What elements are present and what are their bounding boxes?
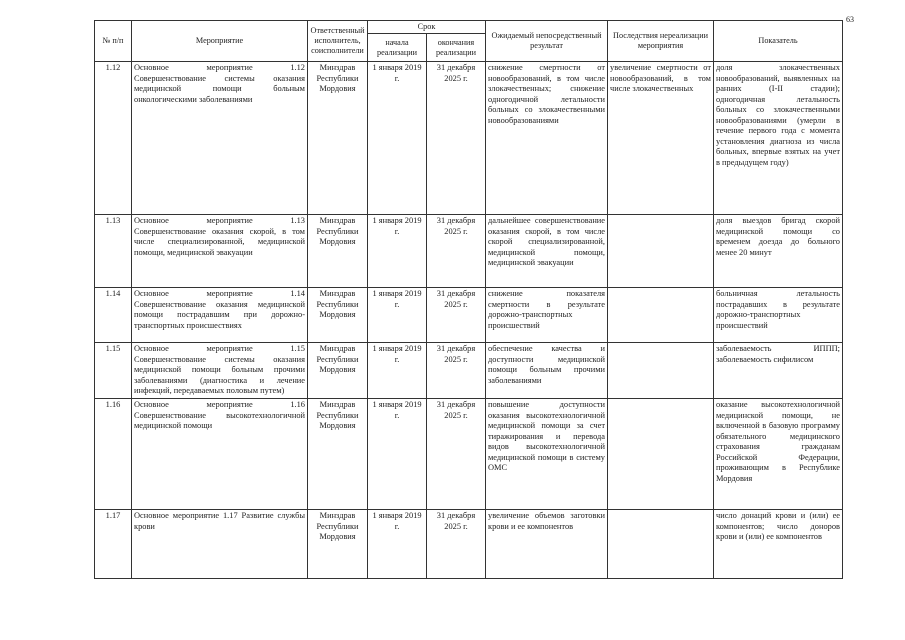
row-consequences xyxy=(608,343,714,399)
program-events-table xyxy=(94,20,843,579)
row-num: 1.16 xyxy=(95,399,132,510)
row-event: Основное мероприятие 1.14 Совершенствование оказания медицинской помощи пострадавшим при дорожно-транспортных происшествиях xyxy=(132,288,308,343)
header-start: начала реализации xyxy=(368,34,427,62)
row-consequences: увеличение смертности от новообразований, в том числе злокачественных xyxy=(608,62,714,215)
row-start: 1 января 2019 г. xyxy=(368,399,427,510)
row-consequences xyxy=(608,288,714,343)
row-end: 31 декабря 2025 г. xyxy=(427,62,486,215)
row-consequences xyxy=(608,510,714,579)
row-executor: Минздрав Республики Мордовия xyxy=(308,343,368,399)
row-executor: Минздрав Республики Мордовия xyxy=(308,510,368,579)
row-executor: Минздрав Республики Мордовия xyxy=(308,399,368,510)
row-num: 1.17 xyxy=(95,510,132,579)
row-end: 31 декабря 2025 г. xyxy=(427,343,486,399)
row-indicator: число донаций крови и (или) ее компонентов; число доноров крови и (или) ее компонентов xyxy=(714,510,843,579)
row-result: снижение показателя смертности в результате дорожно-транспортных происшествий xyxy=(486,288,608,343)
row-num: 1.13 xyxy=(95,215,132,288)
row-start: 1 января 2019 г. xyxy=(368,343,427,399)
header-indicator: Показатель xyxy=(714,21,843,62)
row-result: снижение смертности от новообразований, в том числе злокачественных; снижение одногодичной летальности больных со злокачественными новообразованиями xyxy=(486,62,608,215)
table-row xyxy=(95,399,843,510)
row-result: повышение доступности оказания высокотехнологичной медицинской помощи за счет тиражирования и перевода видов высокотехнологичной медицинской помощи в систему ОМС xyxy=(486,399,608,510)
row-num: 1.12 xyxy=(95,62,132,215)
row-indicator: доля злокачественных новообразований, выявленных на ранних (I-II стадии); одногодичная летальность больных со злокачественными новообразованиями (умерли в течение первого года с момента установления диагноза из числа больных, впервые взятых на учет в предыдущем году) xyxy=(714,62,843,215)
row-end: 31 декабря 2025 г. xyxy=(427,215,486,288)
row-executor: Минздрав Республики Мордовия xyxy=(308,215,368,288)
row-consequences xyxy=(608,215,714,288)
row-event: Основное мероприятие 1.15 Совершенствование системы оказания медицинской помощи больным прочими заболеваниями (диагностика и лечение инфекций, передаваемых половым путем) xyxy=(132,343,308,399)
header-executor: Ответственный исполнитель, соисполнители xyxy=(308,21,368,62)
row-event: Основное мероприятие 1.13 Совершенствование оказания скорой, в том числе специализированной, медицинской помощи, медицинской эвакуации xyxy=(132,215,308,288)
row-start: 1 января 2019 г. xyxy=(368,510,427,579)
header-result: Ожидаемый непосредственный результат xyxy=(486,21,608,62)
row-result: обеспечение качества и доступности медицинской помощи больным прочими заболеваниями xyxy=(486,343,608,399)
row-event: Основное мероприятие 1.17 Развитие службы крови xyxy=(132,510,308,579)
row-end: 31 декабря 2025 г. xyxy=(427,288,486,343)
header-end: окончания реализации xyxy=(427,34,486,62)
table-row xyxy=(95,288,843,343)
row-executor: Минздрав Республики Мордовия xyxy=(308,288,368,343)
row-start: 1 января 2019 г. xyxy=(368,215,427,288)
row-event: Основное мероприятие 1.16 Совершенствование высокотехнологичной медицинской помощи xyxy=(132,399,308,510)
row-result: дальнейшее совершенствование оказания скорой, в том числе скорой специализированной, медицинской помощи, медицинской эвакуации xyxy=(486,215,608,288)
row-result: увеличение объемов заготовки крови и ее компонентов xyxy=(486,510,608,579)
table-row xyxy=(95,510,843,579)
table-row xyxy=(95,215,843,288)
row-num: 1.14 xyxy=(95,288,132,343)
page-number: 63 xyxy=(846,15,854,24)
row-end: 31 декабря 2025 г. xyxy=(427,399,486,510)
row-consequences xyxy=(608,399,714,510)
header-consequences: Последствия нереализации мероприятия xyxy=(608,21,714,62)
table-row xyxy=(95,343,843,399)
row-indicator: больничная летальность пострадавших в результате дорожно-транспортных происшествий xyxy=(714,288,843,343)
row-num: 1.15 xyxy=(95,343,132,399)
row-executor: Минздрав Республики Мордовия xyxy=(308,62,368,215)
row-indicator: заболеваемость ИППП; заболеваемость сифилисом xyxy=(714,343,843,399)
row-start: 1 января 2019 г. xyxy=(368,288,427,343)
row-start: 1 января 2019 г. xyxy=(368,62,427,215)
header-event: Мероприятие xyxy=(132,21,308,62)
row-end: 31 декабря 2025 г. xyxy=(427,510,486,579)
header-term: Срок xyxy=(368,21,486,34)
table-row xyxy=(95,62,843,215)
row-indicator: доля выездов бригад скорой медицинской помощи со временем доезда до больного менее 20 минут xyxy=(714,215,843,288)
header-num: № п/п xyxy=(95,21,132,62)
row-event: Основное мероприятие 1.12 Совершенствование системы оказания медицинской помощи больным онкологическими заболеваниями xyxy=(132,62,308,215)
row-indicator: оказание высокотехнологичной медицинской помощи, не включенной в базовую программу обязательного медицинского страхования гражданам Российской Федерации, проживающим в Республике Мордовия xyxy=(714,399,843,510)
